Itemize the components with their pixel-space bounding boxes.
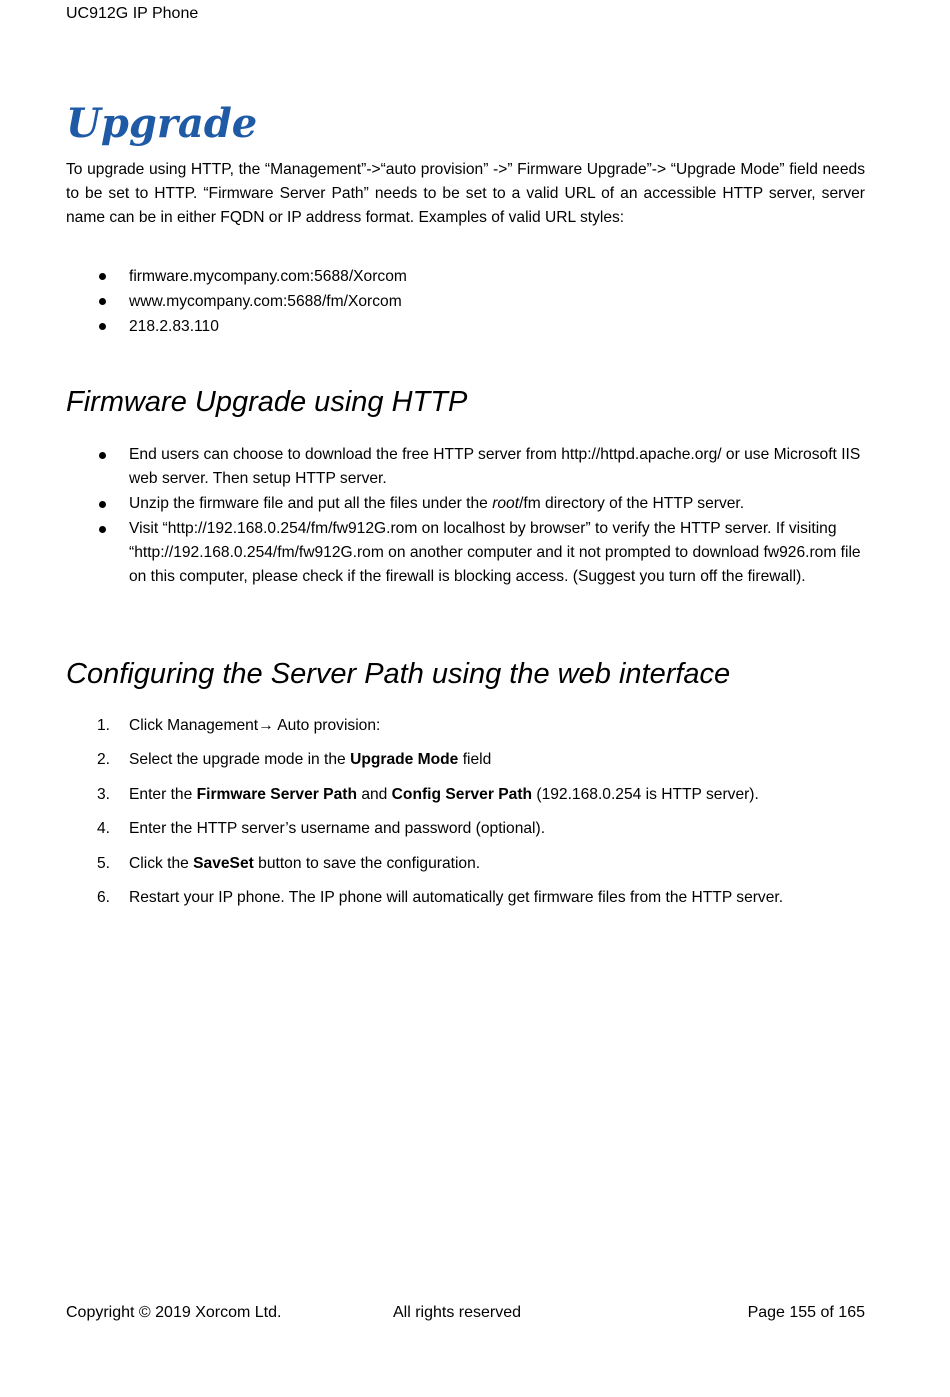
field-name: Firmware Server Path	[196, 785, 357, 803]
button-name: SaveSet	[193, 854, 254, 872]
numbered-step	[66, 886, 865, 910]
numbered-step	[66, 748, 865, 772]
list-item	[66, 517, 865, 589]
step-text: Click Management→ Auto provision:	[129, 717, 381, 734]
intro-paragraph: To upgrade using HTTP, the “Management”->“auto provision” ->” Firmware Upgrade”-> “Upgrade Mode” field needs to be set to HTTP. “Firmware Server Path” needs to be set to a valid URL of an accessible HTTP server, server name can be in either FQDN or IP address format. Examples of valid URL styles:	[66, 161, 865, 226]
step-text: Enter the	[129, 785, 197, 803]
field-name: Config Server Path	[391, 785, 533, 803]
page-footer	[66, 1302, 865, 1324]
bullet-icon	[99, 526, 106, 533]
numbered-step	[66, 817, 865, 841]
bullet-icon	[99, 323, 106, 330]
step-number: 2.	[97, 751, 111, 769]
url-example: firmware.mycompany.com:5688/Xorcom	[129, 268, 407, 285]
step-number: 5.	[97, 854, 111, 872]
step-number: 3.	[97, 785, 111, 803]
step-text: (192.168.0.254 is HTTP server).	[532, 785, 759, 803]
bullet-icon	[99, 501, 106, 508]
section-title: Upgrade	[66, 100, 258, 147]
list-item	[66, 314, 865, 339]
numbered-step	[66, 714, 865, 738]
http-steps-list	[66, 443, 865, 590]
rights-text: All rights reserved	[393, 1304, 522, 1321]
copyright-text: Copyright © 2019 Xorcom Ltd.	[66, 1304, 282, 1321]
bullet-icon	[99, 452, 106, 459]
step-text: field	[458, 751, 492, 769]
url-example: 218.2.83.110	[129, 318, 219, 335]
http-item-text: Unzip the firmware file and put all the files under the	[129, 495, 493, 512]
page-number: Page 155 of 165	[747, 1304, 865, 1321]
step-text: Enter the HTTP server’s username and password (optional).	[129, 820, 546, 838]
step-number: 6.	[97, 888, 111, 906]
step-text: Click the	[129, 854, 194, 872]
running-header: UC912G IP Phone	[66, 5, 199, 22]
step-number: 1.	[97, 717, 111, 734]
list-item	[66, 492, 865, 516]
list-item	[66, 264, 865, 289]
http-item-text: End users can choose to download the free HTTP server from http://httpd.apache.org/ or use Microsoft IIS web server. Then setup HTTP server.	[129, 446, 861, 487]
root-emphasis: root	[492, 495, 520, 512]
bullet-icon	[99, 273, 106, 280]
bullet-icon	[99, 298, 106, 305]
list-item	[66, 289, 865, 314]
numbered-step	[66, 783, 865, 807]
http-item-text: /fm directory of the HTTP server.	[519, 495, 745, 512]
http-item-text: Visit “http://192.168.0.254/fm/fw912G.rom on localhost by browser” to verify the HTTP server. If visiting “http://192.168.0.254/fm/fw912G.rom on another computer and it not prompted to download fw926.rom file on this computer, please check if the firewall is blocking access. (Suggest you turn off the firewall).	[129, 520, 861, 585]
field-name: Upgrade Mode	[350, 751, 459, 769]
url-examples-list	[66, 264, 865, 339]
step-text: button to save the configuration.	[253, 854, 481, 872]
url-example: www.mycompany.com:5688/fm/Xorcom	[129, 293, 402, 310]
step-number: 4.	[97, 820, 111, 838]
step-text: Restart your IP phone. The IP phone will automatically get firmware files from the HTTP server.	[129, 888, 784, 906]
step-text: Select the upgrade mode in the	[129, 751, 351, 769]
config-steps-list	[66, 714, 865, 920]
numbered-step	[66, 852, 865, 876]
list-item	[66, 443, 865, 491]
step-text: and	[356, 785, 392, 803]
http-section-title: Firmware Upgrade using HTTP	[66, 386, 468, 418]
config-section-title: Configuring the Server Path using the web interface	[66, 658, 731, 690]
